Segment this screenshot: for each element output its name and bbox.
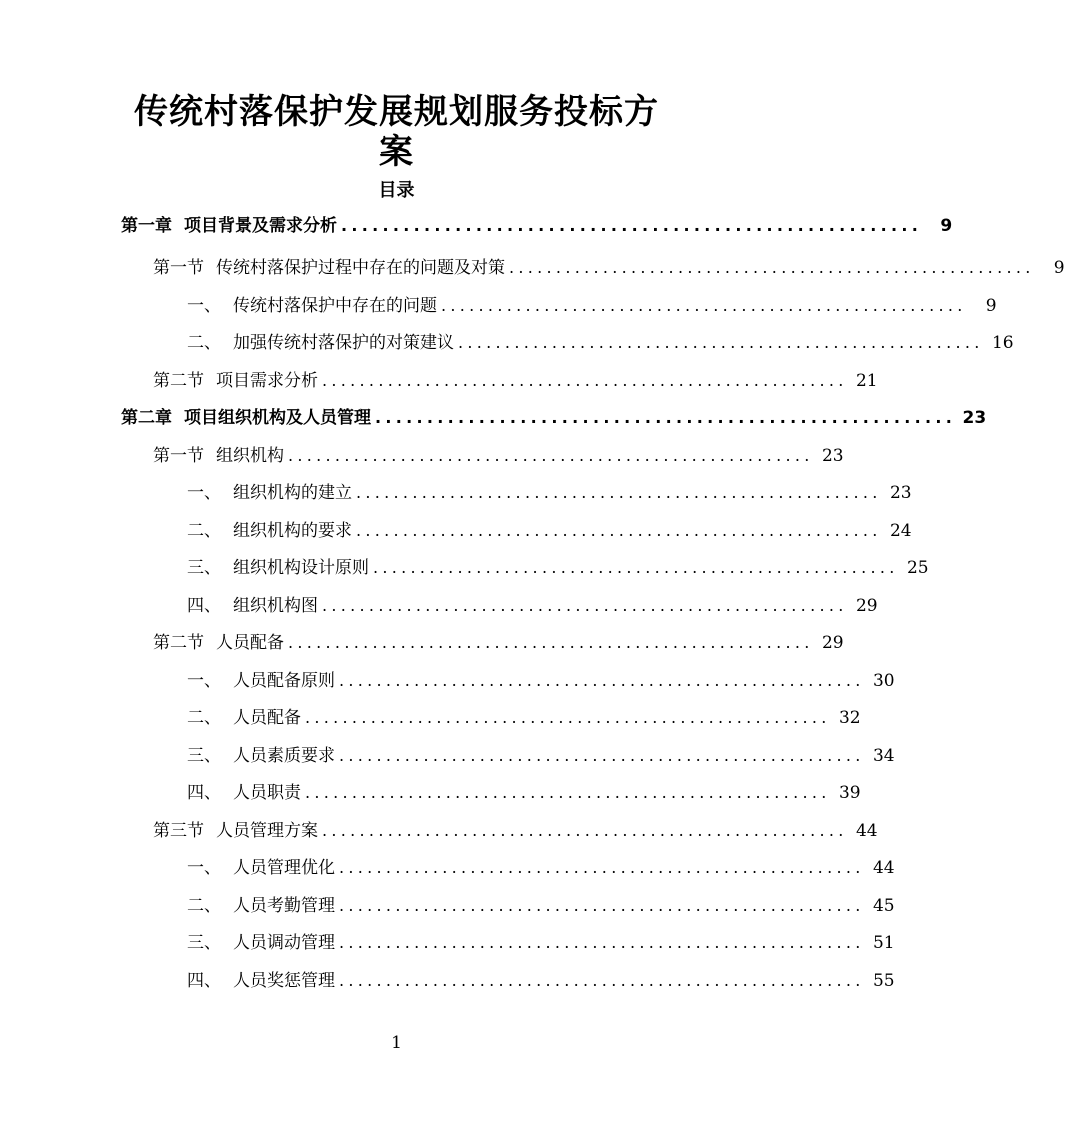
toc-entry-number: 三、 [187,933,221,953]
toc-entry-title: 项目组织机构及人员管理 [184,408,371,428]
toc-leader-dots: ........................................................ [373,558,899,577]
page-number: 1 [391,1033,402,1053]
toc-leader-dots: ........................................................ [288,446,814,465]
toc-entry-item[interactable] [187,930,895,956]
toc-entry-number: 一、 [187,483,221,503]
toc-entry-page: 51 [872,933,895,953]
toc-leader-dots: ........................................................ [322,821,848,840]
toc-entry-number: 四、 [187,596,221,616]
toc-entry-section[interactable] [153,443,844,469]
toc-entry-title: 人员配备 [233,708,301,728]
toc-entry-title: 人员奖惩管理 [233,971,335,991]
toc-entry-page: 44 [855,821,878,841]
toc-entry-title: 组织机构的建立 [233,483,352,503]
toc-leader-dots: ........................................................ [305,708,831,727]
toc-entry-item[interactable] [187,855,895,881]
toc-entry-number: 二、 [187,708,221,728]
toc-entry-item[interactable] [187,593,878,619]
toc-leader-dots: ........................................................ [339,746,865,765]
toc-entry-page: 29 [855,596,878,616]
toc-leader-dots: ........................................................ [339,971,865,990]
toc-entry-chapter[interactable] [121,405,987,431]
toc-entry-page: 23 [821,446,844,466]
toc-leader-dots: ........................................................ [341,216,923,235]
toc-entry-item[interactable] [187,780,861,806]
toc-entry-page: 23 [962,408,987,428]
toc-entry-title: 组织机构 [216,446,284,466]
toc-entry-number: 二、 [187,896,221,916]
toc-entry-page: 55 [872,971,895,991]
toc-entry-item[interactable] [187,518,912,544]
toc-entry-number: 一、 [187,671,221,691]
toc-heading: 目录 [378,180,415,201]
toc-leader-dots: ........................................................ [288,633,814,652]
toc-leader-dots: ........................................................ [339,671,865,690]
toc-entry-title: 项目背景及需求分析 [184,216,337,236]
toc-entry-page: 34 [872,746,895,766]
toc-entry-number: 二、 [187,521,221,541]
toc-entry-title: 传统村落保护过程中存在的问题及对策 [216,258,505,278]
toc-leader-dots: ........................................................ [509,258,1035,277]
toc-entry-page: 45 [872,896,895,916]
toc-entry-title: 组织机构设计原则 [233,558,369,578]
toc-entry-number: 第三节 [153,821,204,841]
toc-entry-number: 第二节 [153,371,204,391]
toc-leader-dots: ........................................................ [375,408,957,427]
toc-entry-item[interactable] [187,968,895,994]
toc-entry-page: 32 [838,708,861,728]
toc-entry-number: 四、 [187,783,221,803]
toc-entry-item[interactable] [187,743,895,769]
toc-entry-chapter[interactable] [121,213,953,239]
toc-entry-title: 人员配备 [216,633,284,653]
toc-entry-section[interactable] [153,818,878,844]
toc-entry-title: 传统村落保护中存在的问题 [233,296,437,316]
toc-entry-title: 人员职责 [233,783,301,803]
toc-entry-item[interactable] [187,555,929,581]
toc-entry-number: 第二章 [121,408,172,428]
toc-entry-title: 人员配备原则 [233,671,335,691]
toc-entry-title: 项目需求分析 [216,371,318,391]
toc-entry-number: 第一章 [121,216,172,236]
toc-leader-dots: ........................................................ [339,896,865,915]
toc-entry-title: 加强传统村落保护的对策建议 [233,333,454,353]
toc-entry-title: 人员考勤管理 [233,896,335,916]
toc-entry-number: 第一节 [153,258,204,278]
toc-entry-section[interactable] [153,255,1065,281]
toc-entry-number: 第二节 [153,633,204,653]
document-title-line-2: 案 [379,132,414,172]
toc-leader-dots: ........................................................ [322,596,848,615]
toc-entry-page: 23 [889,483,912,503]
toc-entry-page: 25 [906,558,929,578]
toc-entry-page: 39 [838,783,861,803]
toc-entry-section[interactable] [153,368,878,394]
toc-entry-item[interactable] [187,293,997,319]
toc-entry-page: 9 [1053,258,1065,278]
toc-entry-item[interactable] [187,893,895,919]
toc-entry-title: 人员素质要求 [233,746,335,766]
toc-entry-title: 人员管理方案 [216,821,318,841]
toc-leader-dots: ........................................................ [356,521,882,540]
toc-entry-page: 29 [821,633,844,653]
toc-entry-title: 组织机构的要求 [233,521,352,541]
toc-entry-item[interactable] [187,480,912,506]
toc-entry-page: 30 [872,671,895,691]
toc-entry-number: 三、 [187,746,221,766]
toc-leader-dots: ........................................................ [322,371,848,390]
toc-entry-number: 二、 [187,333,221,353]
document-title [110,92,683,172]
toc-entry-number: 一、 [187,858,221,878]
toc-leader-dots: ........................................................ [458,333,984,352]
toc-leader-dots: ........................................................ [305,783,831,802]
toc-entry-number: 四、 [187,971,221,991]
toc-entry-page: 9 [940,216,953,236]
toc-leader-dots: ........................................................ [339,858,865,877]
toc-entry-title: 组织机构图 [233,596,318,616]
toc-entry-section[interactable] [153,630,844,656]
toc-leader-dots: ........................................................ [441,296,967,315]
toc-entry-page: 16 [991,333,1014,353]
toc-leader-dots: ........................................................ [356,483,882,502]
toc-entry-number: 第一节 [153,446,204,466]
toc-entry-page: 9 [985,296,997,316]
toc-entry-number: 一、 [187,296,221,316]
toc-entry-item[interactable] [187,705,861,731]
toc-entry-page: 21 [855,371,878,391]
toc-entry-number: 三、 [187,558,221,578]
toc-entry-page: 44 [872,858,895,878]
toc-leader-dots: ........................................................ [339,933,865,952]
toc-entry-title: 人员管理优化 [233,858,335,878]
toc-entry-page: 24 [889,521,912,541]
toc-entry-item[interactable] [187,668,895,694]
toc-entry-item[interactable] [187,330,1014,356]
document-title-line-1: 传统村落保护发展规划服务投标方 [134,92,659,132]
toc-entry-title: 人员调动管理 [233,933,335,953]
